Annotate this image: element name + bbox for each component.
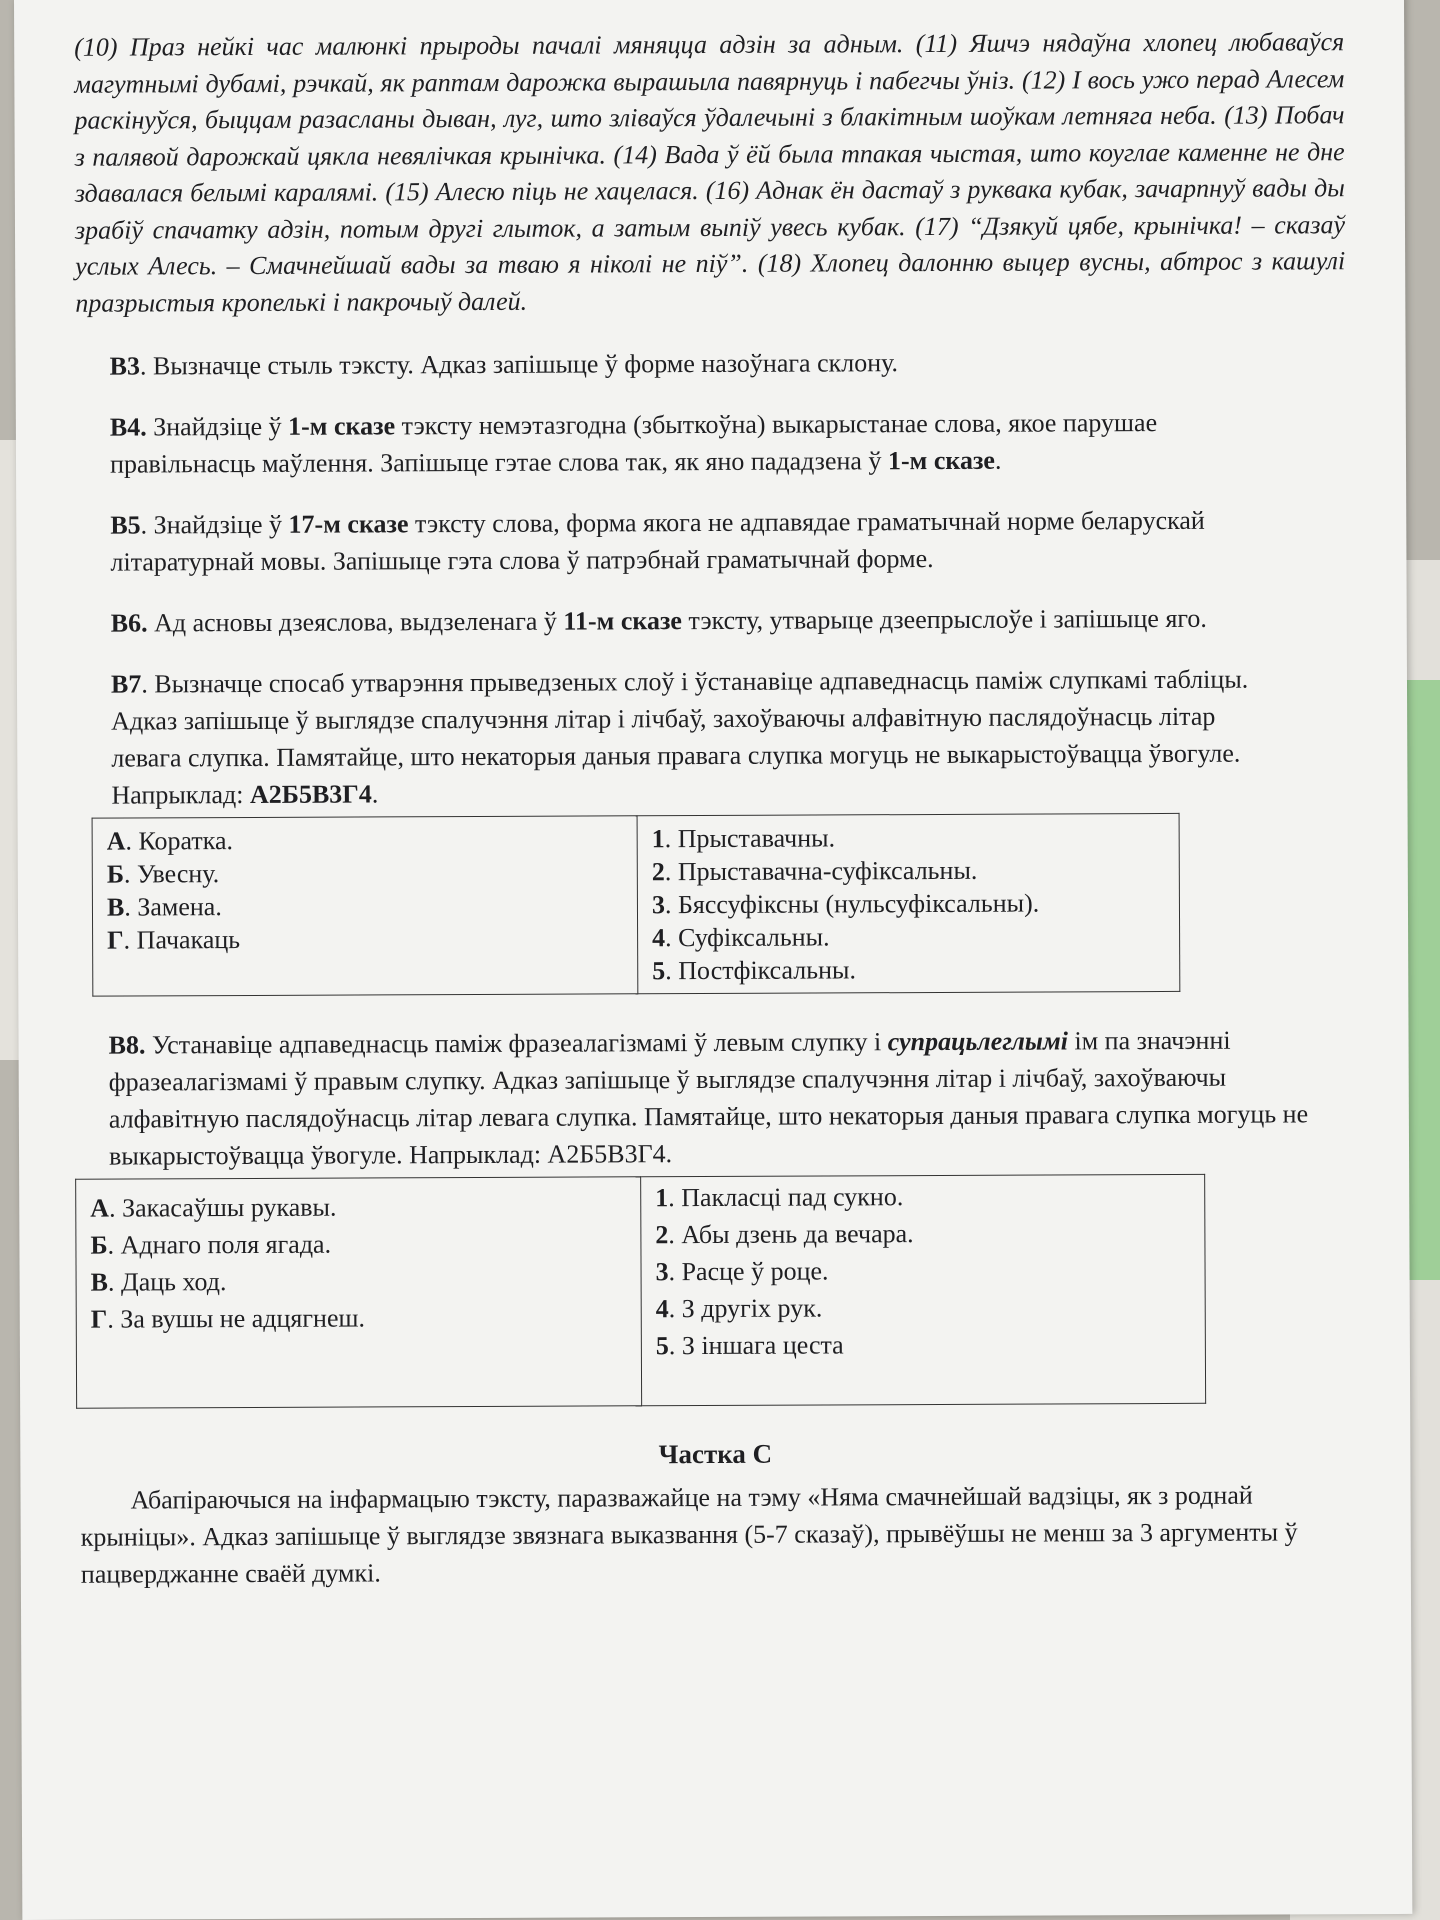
task-b4 (110, 403, 1290, 482)
left-column (76, 1177, 642, 1408)
task-text: Устанавіце адпаведнасць паміж фразеалагізмамі ў левым слупку і (145, 1027, 888, 1060)
task-b7 (106, 660, 1292, 996)
matching-table-b8 (75, 1174, 1206, 1409)
emphasized-word: супрацьлеглымі (887, 1026, 1069, 1057)
left-item: Б. Аднаго поля ягада. (90, 1229, 332, 1260)
task-number: В5 (110, 510, 141, 540)
task-text: тэксту, утварыце дзеепрыслоўе і запішыце яго. (681, 603, 1207, 636)
task-number: В3 (109, 351, 141, 381)
task-b5 (110, 501, 1290, 580)
sentence-ref: 1-м сказе (288, 411, 396, 441)
task-b8 (90, 1021, 1310, 1408)
task-text: . Знайдзіце ў (140, 509, 289, 540)
task-b6 (111, 599, 1291, 641)
exam-sheet (14, 0, 1412, 1920)
task-text: Ад асновы дзеяслова, выдзеленага ў (147, 606, 564, 638)
left-item: А. Закасаўшы рукавы. (90, 1192, 337, 1223)
right-item: 5. З іншага цеста (655, 1330, 844, 1361)
left-item: В. Замена. (106, 892, 222, 922)
right-item: 1. Пакласці пад сукно. (655, 1182, 904, 1213)
left-item: Г. Пачакаць (107, 925, 241, 955)
matching-table-b7 (92, 813, 1181, 997)
answer-example: А2Б5В3Г4 (249, 779, 372, 809)
task-b3 (110, 342, 1290, 384)
left-column (92, 816, 638, 996)
left-item: А. Коратка. (106, 826, 234, 856)
sentence-ref: 1-м сказе (887, 445, 995, 476)
task-text: тэксту слова, форма якога не адпавядае граматычнай норме беларускай літаратурнай мовы. Запішыце гэта слова ў патрэбнай граматычнай форме. (110, 505, 1205, 577)
sentence-ref: 11-м сказе (563, 606, 683, 636)
right-column (641, 1174, 1206, 1405)
task-number: В4. (109, 412, 147, 442)
sentence-ref: 17-м сказе (288, 509, 409, 539)
task-text: Знайдзіце ў (146, 411, 289, 442)
task-text: ім па значэнні фразеалагізмамі ў правым слупку. Адказ запішыце ў выглядзе спалучэння літар і лічбаў, захоўваючы алфавітную паслядоўнасць літар левага слупка. Памятайце, што некаторыя даныя правага слупка могуць не выкарыстоўвацца ўвогуле. Напрыклад: А2Б5В3Г4. (108, 1025, 1309, 1171)
task-text: . Вызначце стыль тэксту. Адказ запішыце ў форме назоўнага склону. (139, 348, 899, 381)
right-item: 2. Абы дзень да вечара. (655, 1219, 914, 1250)
part-c-title: Частка С (658, 1438, 773, 1470)
sheet-content (74, 24, 1351, 1593)
task-number: В7 (110, 669, 142, 699)
left-item: Г. За вушы не адцягнеш. (90, 1303, 366, 1334)
right-item: 1. Прыставачны. (651, 823, 836, 854)
task-text: . Вызначце спосаб утварэння прыведзеных слоў і ўстанавіце адпаведнасць паміж слупкамі табліцы. Адказ запішыце ў выглядзе спалучэння літар і лічбаў, захоўваючы алфавітную паслядоўнасць літар левага слупка. Памятайце, што некаторыя даныя правага слупка могуць не выкарыстоўвацца ўвогуле. Напрыклад: (111, 664, 1249, 810)
reading-passage: (10) Праз нейкі час малюнкі прыроды пачалі мяняцца адзін за адным. (11) Яшчэ нядаўна хлопец любаваўся магутнымі дубамі, рэчкай, як раптам дарожка вырашыла павярнуць і пабегчы ўніз. (12) І вось ужо перад Алесем раскінуўся, быццам разасланы дыван, луг, што зліваўся ўдалечыні з блакітным шоўкам летняга неба. (13) Побач з палявой дарожкай цякла невялічкая крынічка. (14) Вада ў ёй была тпакая чыстая, што коуглае каменне не дне здавалася белымі каралямі. (15) Алесю піць не хацелася. (16) Аднак ён дастаў з руквака кубак, зачарпнуў вады ды зрабіў спачатку адзін, потым другі глыток, а затым выпіў увесь кубак. (17) “Дзякуй цябе, крынічка! – сказаў услых Алесь. – Смачнейшай вады за тваю я ніколі не піў”. (18) Хлопец далонню выцер вусны, абтрос з кашулі празрыстыя кропелькі і пакрочыў далей. (74, 27, 1346, 318)
task-text: . (994, 445, 1002, 475)
right-column (637, 813, 1180, 993)
task-number: В6. (110, 608, 148, 638)
right-item: 3. Расце ў роце. (655, 1256, 829, 1287)
right-item: 5. Постфіксальны. (652, 955, 857, 986)
task-text: . (371, 779, 379, 809)
part-c-text: Абапіраючыся на інфармацыю тэксту, паразважайце на тэму «Няма смачнейшай вадзіцы, як з роднай крыніцы». Адказ запішыце ў выглядзе звязнага выказвання (5-7 сказаў), прывёўшы не менш за 3 аргументы ў пацверджанне сваёй думкі. (80, 1480, 1298, 1589)
left-item: В. Даць ход. (90, 1267, 227, 1297)
task-text: тэксту немэтазгодна (збыткоўна) выкарыстанае слова, якое парушае правільнасць маўлення. Запішыце гэтае слова так, як яно пададзена ў (109, 408, 1158, 479)
right-item: 4. З другіх рук. (655, 1293, 823, 1324)
right-item: 2. Прыставачна-суфіксальны. (651, 855, 978, 887)
task-number: В8. (108, 1030, 146, 1060)
right-item: 4. Суфіксальны. (652, 922, 830, 953)
left-item: Б. Увесну. (106, 859, 220, 889)
right-item: 3. Бяссуфіксны (нульсуфіксальны). (651, 888, 1040, 920)
